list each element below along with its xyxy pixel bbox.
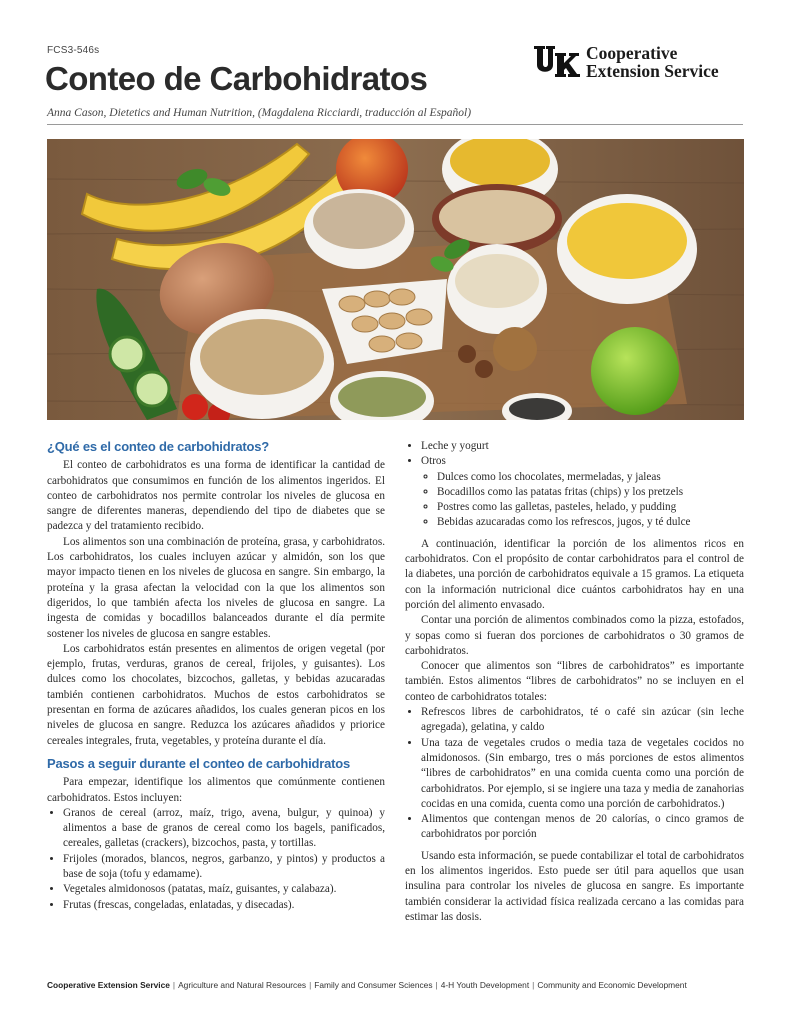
- food-photo: [47, 139, 744, 420]
- carb-free-list: [405, 705, 744, 843]
- sublist-item: ◦ Dulces como los chocolates, mermeladas, y jaleas: [437, 470, 744, 485]
- sublist-item: ◦ Postres como las galletas, pasteles, helado, y pudding: [437, 500, 744, 515]
- section-heading-steps: Pasos a seguir durante el conteo de carbohidratos: [47, 755, 351, 771]
- logo-line-2: Extension Service: [586, 61, 719, 81]
- list-item: • Frijoles (morados, blancos, negros, garbanzo, y pintos) y productos a base de soja (tofu y edamame).: [63, 852, 385, 883]
- footer-item: Agriculture and Natural Resources: [178, 980, 307, 990]
- list-item: • Una taza de vegetales crudos o media taza de vegetales cocidos no almidonosos. (Sin embargo, tres o más porciones de estos alimentos “libres de carbohidratos” en una comida cuenta como una porción de carbohidratos. Por ejemplo, si se ingiere una taza y media de zanahorias cocidas en una comida, cuenta como una porción de carbohidratos.): [421, 736, 744, 812]
- list-item: • Refrescos libres de carbohidratos, té o café sin azúcar (sin leche agregada), gelatina, y caldo: [421, 705, 744, 736]
- footer-program-areas: Cooperative Extension Service | Agriculture and Natural Resources | Family and Consumer Sciences | 4-H Youth Development | Community and Economic Development: [47, 980, 687, 990]
- others-sublist: [421, 470, 744, 531]
- paragraph: Conocer que alimentos son “libres de carbohidratos” es importante también. Estos alimentos “libres de carbohidratos” no se incluyen en el conteo de carbohidratos totales:: [405, 660, 744, 703]
- author-line: Anna Cason, Dietetics and Human Nutrition, (Magdalena Ricciardi, traducción al Español): [47, 107, 472, 119]
- uk-logo-icon: [533, 44, 581, 80]
- page-title: Conteo de Carbohidratos: [45, 60, 428, 97]
- list-item: • Vegetales almidonosos (patatas, maíz, guisantes, y calabaza).: [63, 882, 385, 897]
- footer-item: Family and Consumer Sciences: [314, 980, 433, 990]
- paragraph: Para empezar, identifique los alimentos que comúnmente contienen carbohidratos. Estos incluyen:: [47, 776, 385, 804]
- list-item-label: Otros: [421, 455, 446, 468]
- footer-item: 4-H Youth Development: [440, 980, 530, 990]
- carb-foods-list: [47, 806, 385, 913]
- list-item: • Alimentos que contengan menos de 20 calorías, o cinco gramos de carbohidratos por porción: [421, 812, 744, 843]
- list-item: [421, 454, 744, 530]
- logo-line-1: Cooperative: [586, 43, 678, 63]
- list-item: • Leche y yogurt: [421, 439, 744, 454]
- logo-text: [586, 44, 719, 80]
- paragraph: A continuación, identificar la porción de los alimentos ricos en carbohidratos. Con el propósito de contar carbohidratos para el control de la diabetes, una porción de carbohidratos equivale a 15 gramos. La etiqueta con la información nutricional dice cuántos carbohidratos hay en una porción del alimento envasado.: [405, 537, 744, 611]
- paragraph: El conteo de carbohidratos es una forma de identificar la cantidad de carbohidratos que consumimos en función de los alimentos ingeridos. El conteo de carbohidratos nos permite controlar los niveles de glucosa en sangre de diferentes maneras, dependiendo del tipo de diabetes que se padezca y del tratamiento recibido.: [47, 459, 385, 533]
- uk-extension-logo: [533, 44, 719, 80]
- paragraph: Contar una porción de alimentos combinados como la pizza, estofados, y sopas como si fueran dos porciones de carbohidratos o 30 gramos de carbohidratos.: [405, 614, 744, 657]
- list-item: • Frutas (frescas, congeladas, enlatadas, y disecadas).: [63, 898, 385, 913]
- header-divider: [47, 124, 743, 125]
- paragraph: Usando esta información, se puede contabilizar el total de carbohidratos en los alimentos ingeridos. Esto puede ser útil para aquellos que usan insulina para controlar los niveles de glucosa en sangre. Es importante también considerar la actividad física realizada cercano a las comidas para estimar las dosis.: [405, 849, 744, 923]
- paragraph: Los carbohidratos están presentes en alimentos de origen vegetal (por ejemplo, frutas, verduras, granos de cereal, frijoles, y guisantes). Los dulces como los chocolates, bizcochos, galletas, y bebidas azucaradas también contienen carbohidratos. Muchos de estos carbohidratos se presentan en forma de azúcares añadidos, los cuales generan picos en los niveles de glucosa en sangre. Reduzca los azúcares añadidos y priorice cereales integrales, fruta, vegetables, y proteína durante el día.: [47, 642, 385, 747]
- right-column: [405, 439, 744, 925]
- list-item: • Granos de cereal (arroz, maíz, trigo, avena, bulgur, y quinoa) y alimentos a base de granos de cereal como los bagels, panificados, cereales, galletas (crackers), bizcochos, pasta, y tortillas.: [63, 806, 385, 852]
- section-heading-what-is: ¿Qué es el conteo de carbohidratos?: [47, 439, 269, 454]
- publication-code: FCS3-546s: [47, 45, 100, 56]
- footer-item: Community and Economic Development: [537, 980, 687, 990]
- sublist-item: ◦ Bocadillos como las patatas fritas (chips) y los pretzels: [437, 485, 744, 500]
- left-column: [47, 437, 385, 913]
- footer-item: Cooperative Extension Service: [47, 980, 170, 990]
- paragraph: Los alimentos son una combinación de proteína, grasa, y carbohidratos. Los carbohidratos, los cuales incluyen azúcar y almidón, son los que mayor impacto tienen en los niveles de glucosa en sangre. Sin embargo, la proteína y la grasa afectan la velocidad con la que los alimentos son digeridos, lo que también afecta los niveles de glucosa en sangre. La ingesta de comidas y bocadillos balanceados durante el día permite sostener los niveles de glucosa en sangre estables.: [47, 535, 385, 640]
- sublist-item: ◦ Bebidas azucaradas como los refrescos, jugos, y té dulce: [437, 515, 744, 530]
- carb-foods-list-continued: [405, 439, 744, 531]
